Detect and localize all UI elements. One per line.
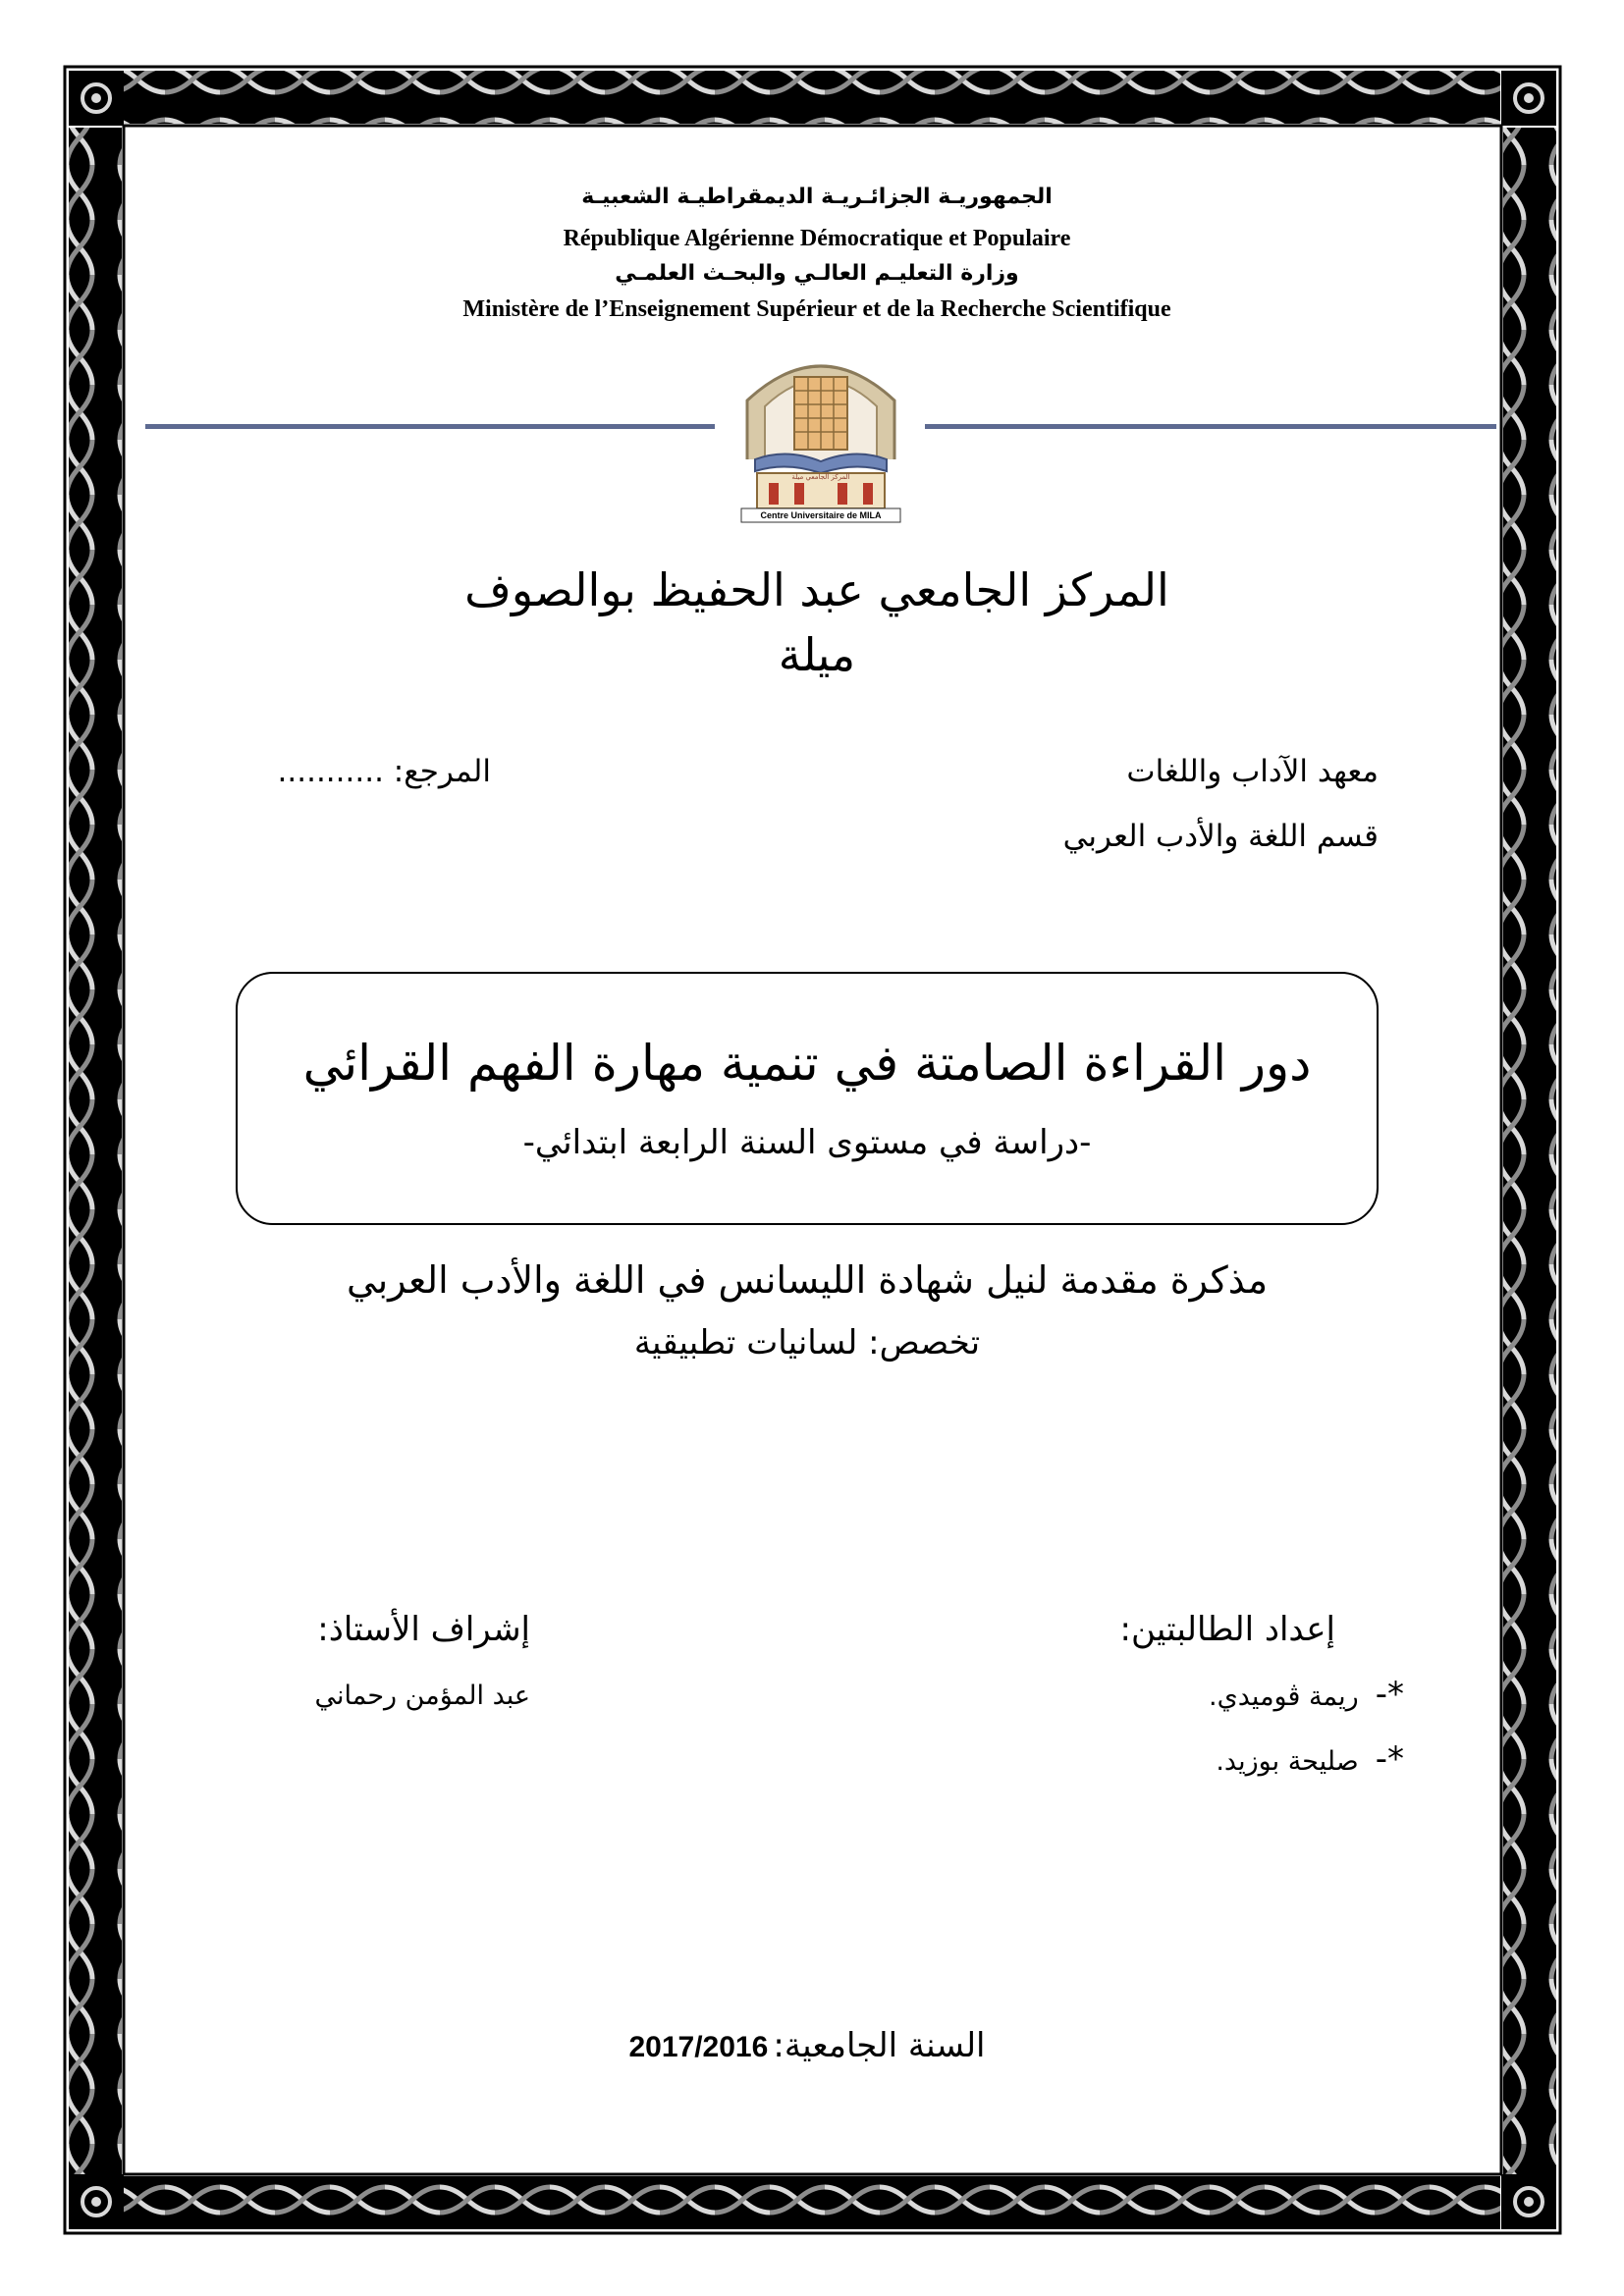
student-name: صليحة بوزيد. <box>1216 1746 1359 1777</box>
student-bullet: *- <box>1375 1675 1404 1714</box>
thesis-subtitle: -دراسة في مستوى السنة الرابعة ابتدائي- <box>522 1123 1092 1162</box>
student-name: ريمة ڤوميدي. <box>1209 1682 1359 1712</box>
university-building-icon <box>737 342 904 524</box>
academic-year <box>432 2026 1182 2065</box>
reference-value: ........... <box>277 754 384 789</box>
institute-name: معهد الآداب واللغات <box>1126 754 1379 789</box>
degree-line: مذكرة مقدمة لنيل شهادة الليسانس في اللغة والأدب العربي <box>346 1258 1269 1302</box>
student-bullet: *- <box>1375 1739 1404 1779</box>
ministry-french: Ministère de l’Enseignement Supérieur et de la Recherche Scientifique <box>462 296 1171 322</box>
header-rule-right <box>925 424 1496 429</box>
academic-year-value: 2017/2016 <box>628 2031 769 2063</box>
header-rule-left <box>145 424 715 429</box>
department-name: قسم اللغة والأدب العربي <box>1062 819 1379 854</box>
logo-caption: Centre Universitaire de MILA <box>760 510 882 520</box>
student-item <box>982 1739 1404 1779</box>
university-logo <box>737 342 904 524</box>
institution-name: المركز الجامعي عبد الحفيظ بوالصوف <box>464 563 1169 616</box>
academic-year-label: السنة الجامعية: <box>773 2026 986 2065</box>
republic-french: République Algérienne Démocratique et Populaire <box>563 226 1071 251</box>
reference-field <box>255 754 491 789</box>
thesis-title: دور القراءة الصامتة في تنمية مهارة الفهم القرائي <box>302 1035 1312 1092</box>
students-label: إعداد الطالبتين: <box>1119 1610 1335 1649</box>
supervisor-name: عبد المؤمن رحماني <box>314 1681 530 1711</box>
ministry-arabic: وزارة التعليـم العالـي والبحـث العلمـي <box>615 261 1019 286</box>
logo-inner-text: المركز الجامعي ميلة <box>791 473 850 481</box>
institution-city: ميلة <box>778 628 856 681</box>
thesis-title-box <box>236 972 1379 1225</box>
student-item <box>982 1675 1404 1714</box>
supervisor-label: إشراف الأستاذ: <box>317 1610 530 1649</box>
specialty-line: تخصص: لسانيات تطبيقية <box>633 1323 981 1362</box>
reference-label: المرجع: <box>393 754 491 789</box>
republic-arabic: الجمهوريـة الجزائـريـة الديمقراطيـة الشعبيـة <box>581 185 1053 209</box>
